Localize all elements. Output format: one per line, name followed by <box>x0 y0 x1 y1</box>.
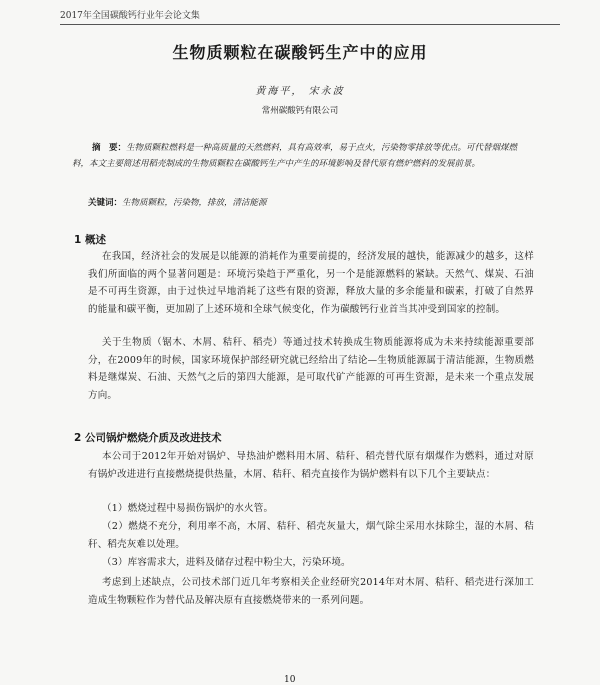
section-1-paragraph-1: 在我国，经济社会的发展是以能源的消耗作为重要前提的，经济发展的越快，能源减少的越多，这样我们所面临的两个显著问题是：环境污染趋于严重化，另一个是能源燃料的紧缺。天然气、煤炭、石油是不可再生资源，由于过快过早地消耗了这些有限的资源，释放大量的多余能量和碳素，打破了自然界的能量和碳平衡，更加剧了上述环境和全球气候变化，作为碳酸钙行业首当其冲受到国家的控制。 <box>88 251 534 315</box>
running-header: 2017年全国碳酸钙行业年会论文集 <box>60 8 560 25</box>
authors: 黄海平， 宋永波 <box>255 86 345 97</box>
affiliation: 常州碳酸钙有限公司 <box>261 106 339 116</box>
list-item-1: （1）燃烧过程中易损伤锅炉的水火管。 <box>102 503 274 514</box>
paper-title: 生物质颗粒在碳酸钙生产中的应用 <box>172 43 428 62</box>
keywords <box>88 196 534 208</box>
section-1-heading: 1 概述 <box>74 234 106 246</box>
keywords-text: 生物质颗粒，污染物，排放，清洁能源 <box>122 198 267 208</box>
list-item-3: （3）库容需求大，进料及储存过程中粉尘大，污染环境。 <box>102 557 351 568</box>
section-2-paragraph-1: 本公司于2012年开始对锅炉、导热油炉燃料用木屑、秸秆、稻壳替代原有烟煤作为燃料，通过对原有锅炉改进进行直接燃烧提供热量，木屑、秸秆、稻壳直接作为锅炉燃料有以下几个主要缺点： <box>88 451 534 480</box>
list-item-2: （2）燃烧不充分，利用率不高，木屑、秸秆、稻壳灰量大，烟气除尘采用水抹除尘，湿的木屑、秸秆、稻壳灰难以处理。 <box>88 521 534 550</box>
abstract-label: 摘 要： <box>92 143 127 153</box>
page-number: 10 <box>284 675 296 685</box>
section-2-paragraph-2: 考虑到上述缺点，公司技术部门近几年考察相关企业经研究2014年对木屑、秸秆、稻壳进行深加工造成生物颗粒作为替代品及解决原有直接燃烧带来的一系列问题。 <box>88 577 534 606</box>
keywords-label: 关键词： <box>88 198 123 208</box>
abstract-text: 生物质颗粒燃料是一种高质量的天然燃料，具有高效率，易于点火，污染物零排放等优点。可代替烟煤燃料，本文主要简述用稻壳制成的生物质颗粒在碳酸钙生产中产生的环境影响及替代原有燃炉燃料的发展前景。 <box>72 143 518 169</box>
abstract <box>72 140 534 172</box>
section-1-paragraph-2: 关于生物质（锯木、木屑、秸秆、稻壳）等通过技术转换成生物质能源将成为未来持续能源重要部分，在2009年的时候，国家环境保护部经研究就已经给出了结论—生物质能源属于清洁能源，生物质燃料是继煤炭、石油、天然气之后的第四大能源，是可取代矿产能源的可再生资源，是未来一个重点发展方向。 <box>88 337 534 401</box>
section-2-heading: 2 公司锅炉燃烧介质及改进技术 <box>74 432 222 444</box>
